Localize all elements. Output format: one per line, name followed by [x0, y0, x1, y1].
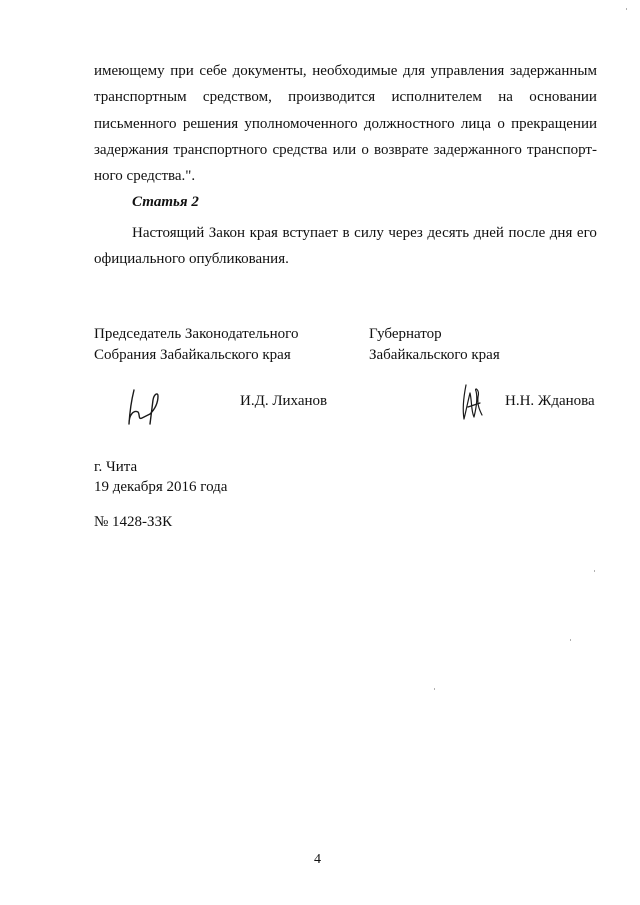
law-number: № 1428-ЗЗК: [94, 514, 173, 530]
chairman-signature-icon: [120, 384, 170, 435]
governor-title: Губернатор Забайкальского края: [369, 326, 500, 363]
scan-speck: [434, 688, 435, 690]
text-line: Настоящий Закон края вступает в силу через десять дней после дня его: [132, 225, 597, 241]
date: 19 декабря 2016 года: [94, 479, 228, 495]
governor-name: Н.Н. Жданова: [505, 393, 595, 409]
scan-speck: [594, 570, 595, 572]
article-2-heading: Статья 2: [132, 194, 199, 210]
scan-speck: [570, 639, 571, 641]
text-line: письменного решения уполномоченного должностного лица о прекращении: [94, 115, 597, 132]
text-line: имеющему при себе документы, необходимые для управления задержанным: [94, 63, 597, 79]
governor-signature-icon: [456, 381, 486, 430]
place-and-date: [94, 457, 227, 497]
article-2-body: [94, 220, 597, 273]
article-1-continuation: [94, 58, 597, 189]
page-number: 4: [314, 852, 321, 867]
place: г. Чита: [94, 459, 138, 475]
scan-speck: [626, 8, 627, 10]
text-line: транспортным средством, производится исполнителем на основании: [94, 89, 597, 106]
chairman-title: Председатель Законодательного Собрания Забайкальского края: [94, 326, 299, 363]
text-line: официального опубликования.: [94, 251, 289, 268]
chairman-name: И.Д. Лиханов: [240, 393, 328, 409]
text-line: задержания транспортного средства или о возврате задержанного транспорт-: [94, 141, 597, 158]
text-line: ного средства.".: [94, 168, 196, 185]
